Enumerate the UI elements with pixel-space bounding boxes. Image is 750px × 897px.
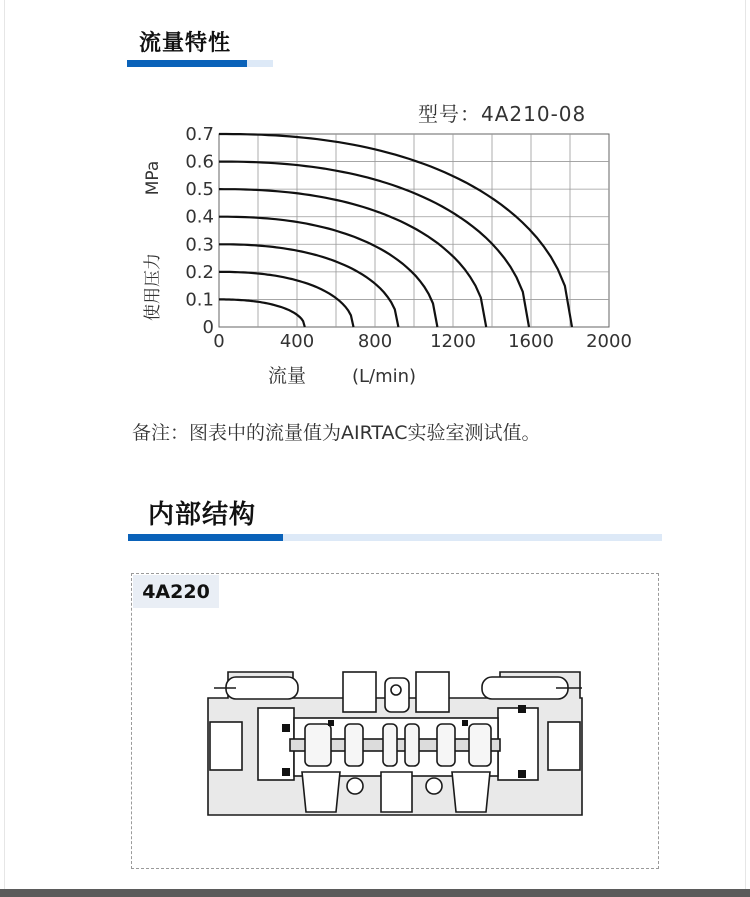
x-tick-label: 1200 xyxy=(430,331,476,352)
test-note: 备注：图表中的流量值为AIRTAC实验室测试值。 xyxy=(132,422,541,444)
flow-section-title: 流量特性 xyxy=(139,31,232,56)
y-tick-label: 0.7 xyxy=(185,124,214,145)
y-tick-label: 0.5 xyxy=(185,179,214,201)
model-label: 型号：4A210-08 xyxy=(418,102,587,126)
x-tick-label: 2000 xyxy=(586,331,632,352)
x-tick-label: 800 xyxy=(357,331,393,352)
model-tag: 4A220 xyxy=(133,575,219,608)
y-tick-label: 0.6 xyxy=(185,151,214,173)
y-unit-label: MPa xyxy=(143,160,163,196)
y-tick-label: 0.2 xyxy=(185,261,214,283)
x-tick-label: 400 xyxy=(279,331,315,352)
y-tick-label: 0.4 xyxy=(185,206,214,228)
y-tick-label: 0.1 xyxy=(185,289,214,311)
y-tick-label: 0.3 xyxy=(185,234,214,256)
structure-section-title: 内部结构 xyxy=(148,500,257,530)
x-tick-label: 0 xyxy=(213,331,225,352)
y-axis-label: 使用压力 xyxy=(143,253,163,321)
y-tick-label: 0 xyxy=(202,317,214,338)
x-unit-label: (L/min) xyxy=(352,366,417,387)
x-axis-label: 流量 xyxy=(268,365,307,387)
footer-bar xyxy=(0,889,750,897)
x-tick-label: 1600 xyxy=(508,331,554,352)
